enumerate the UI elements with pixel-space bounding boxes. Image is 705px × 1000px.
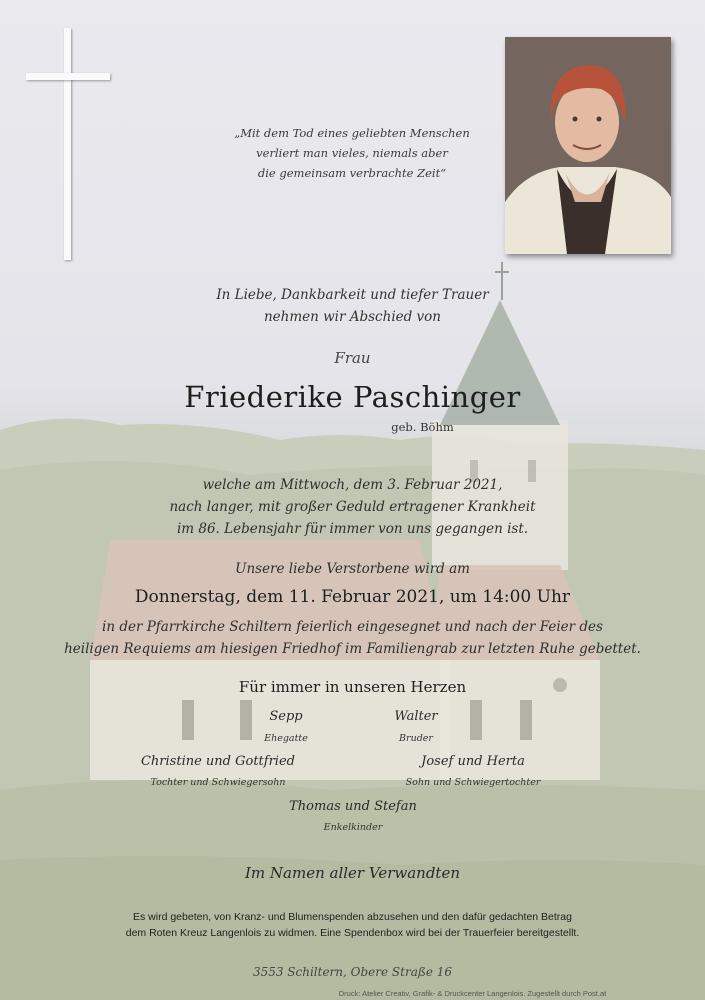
portrait-photo — [505, 37, 671, 254]
mourner-relation: Bruder — [399, 733, 433, 744]
funeral-line: heiligen Requiems am hiesigen Friedhof im Familiengrab zur letzten Ruhe gebettet. — [64, 641, 641, 657]
hearts-heading: Für immer in unseren Herzen — [238, 678, 467, 696]
mourner-name: Sepp — [269, 709, 303, 724]
mourner-relation: Enkelkinder — [323, 822, 383, 833]
death-line: im 86. Lebensjahr für immer von uns gegangen ist. — [176, 521, 529, 537]
quote-line: die gemeinsam verbrachte Zeit“ — [257, 166, 447, 180]
funeral-line: in der Pfarrkirche Schiltern feierlich eingesegnet und nach der Feier des — [102, 619, 603, 635]
printer-credit: Druck: Atelier Creativ, Grafik- & Druckcenter Langenlois. Zugestellt durch Post.at — [338, 989, 607, 998]
funeral-text — [0, 616, 705, 660]
mourner-relation: Sohn und Schwiegertochter — [405, 777, 541, 788]
funeral-date: Donnerstag, dem 11. Februar 2021, um 14:00 Uhr — [134, 587, 571, 607]
quote-line: verliert man vieles, niemals aber — [256, 146, 448, 160]
mourner-name: Thomas und Stefan — [289, 799, 417, 814]
maiden-name: geb. Böhm — [391, 420, 454, 434]
donation-note — [0, 909, 705, 941]
intro-line: nehmen wir Abschied von — [263, 309, 442, 325]
mourner-name: Josef und Herta — [421, 754, 525, 769]
funeral-intro: Unsere liebe Verstorbene wird am — [235, 561, 470, 577]
quote — [177, 123, 527, 183]
death-text — [0, 474, 705, 540]
quote-line: „Mit dem Tod eines geliebten Menschen — [234, 126, 470, 140]
death-line: nach langer, mit großer Geduld ertragener Krankheit — [169, 499, 536, 515]
note-line: Es wird gebeten, von Kranz- und Blumenspenden abzusehen und den dafür gedachten Betrag — [133, 911, 572, 923]
mourner-name: Christine und Gottfried — [140, 754, 295, 769]
deceased-name: Friederike Paschinger — [184, 380, 521, 414]
mourner-relation: Ehegatte — [264, 733, 308, 744]
intro-line: In Liebe, Dankbarkeit und tiefer Trauer — [216, 287, 489, 303]
intro-text — [0, 284, 705, 328]
cross-icon — [26, 28, 110, 260]
salutation: Frau — [334, 349, 371, 367]
mourner-name: Walter — [394, 709, 438, 724]
relatives-line: Im Namen aller Verwandten — [245, 864, 460, 882]
mourner-relation: Tochter und Schwiegersohn — [150, 777, 286, 788]
note-line: dem Roten Kreuz Langenlois zu widmen. Eine Spendenbox wird bei der Trauerfeier bereitgestellt. — [125, 927, 580, 939]
address: 3553 Schiltern, Obere Straße 16 — [252, 965, 453, 979]
death-line: welche am Mittwoch, dem 3. Februar 2021, — [202, 477, 503, 493]
